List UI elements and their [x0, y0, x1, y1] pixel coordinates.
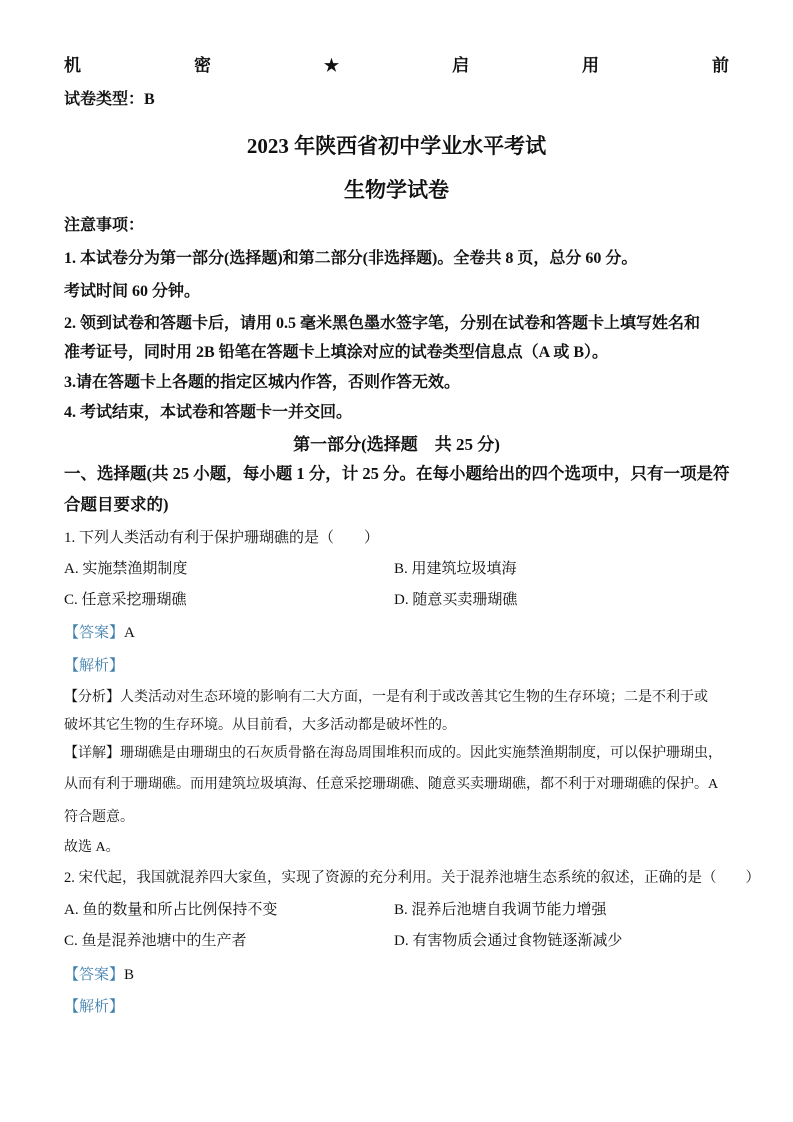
question-1-xiangjie-line2: 从而有利于珊瑚礁。而用建筑垃圾填海、任意采挖珊瑚礁、随意买卖珊瑚礁，都不利于对珊瑚礁的保护。A [64, 777, 719, 792]
question-2-option-b: B. 混养后池塘自我调节能力增强 [394, 902, 607, 918]
notice-item-2-continued: 准考证号，同时用 2B 铅笔在答题卡上填涂对应的试卷类型信息点（A 或 B）。 [64, 344, 609, 361]
question-1-answer-value: A [124, 625, 135, 641]
notice-item-2: 2. 领到试卷和答题卡后，请用 0.5 毫米黑色墨水签字笔，分别在试卷和答题卡上填写姓名和 [64, 315, 701, 332]
question-1-option-b: B. 用建筑垃圾填海 [394, 561, 517, 577]
question-2-stem: 2. 宋代起，我国就混养四大家鱼，实现了资源的充分利用。关于混养池塘生态系统的叙述，正确的是（ ） [64, 870, 760, 886]
question-1-stem: 1. 下列人类活动有利于保护珊瑚礁的是（ ） [64, 530, 380, 546]
notice-item-1: 1. 本试卷分为第一部分(选择题)和第二部分(非选择题)。全卷共 8 页，总分 60 分。 [64, 250, 638, 267]
question-2-options-row-1 [64, 901, 729, 920]
paper-type-label: 试卷类型：B [64, 91, 155, 108]
security-char: 启 [452, 56, 470, 75]
question-1-options-row-1 [64, 560, 729, 579]
notice-heading: 注意事项： [64, 217, 145, 234]
security-char: 密 [193, 56, 211, 75]
section1-heading-line1: 一、选择题(共 25 小题，每小题 1 分，计 25 分。在每小题给出的四个选项中，只有一项是符 [64, 464, 730, 483]
security-char: 机 [64, 56, 81, 75]
notice-item-3: 3.请在答题卡上各题的指定区城内作答，否则作答无效。 [64, 374, 461, 391]
question-1-option-c: C. 任意采挖珊瑚礁 [64, 592, 187, 608]
part1-heading: 第一部分(选择题 共 25 分) [293, 435, 500, 454]
security-char: 前 [711, 56, 729, 75]
question-2-answer-line [64, 966, 729, 985]
question-1-answer-line [64, 624, 729, 643]
exam-subtitle: 生物学试卷 [344, 178, 449, 202]
star-icon: ★ [323, 56, 340, 75]
question-1-fenxi-line2: 破坏其它生物的生存环境。从目前看，大多活动都是破坏性的。 [64, 718, 456, 733]
exam-title: 2023 年陕西省初中学业水平考试 [246, 134, 547, 158]
question-2-jiexi-label [64, 998, 729, 1017]
question-1-option-a: A. 实施禁渔期制度 [64, 561, 188, 577]
question-1-options-row-2 [64, 591, 729, 610]
security-classification-row [64, 56, 729, 76]
question-1-jiexi-label [64, 657, 729, 676]
question-2-answer-value: B [124, 967, 135, 983]
notice-item-1-continued: 考试时间 60 分钟。 [64, 283, 201, 300]
question-1-xiangjie-line3: 符合题意。 [64, 810, 134, 825]
answer-label: 【答案】 [64, 967, 125, 983]
question-2-option-a: A. 鱼的数量和所占比例保持不变 [64, 902, 278, 918]
question-1-option-d: D. 随意买卖珊瑚礁 [394, 592, 518, 608]
question-1-fenxi-line1: 【分析】人类活动对生态环境的影响有二大方面，一是有利于或改善其它生物的生存环境；二是不利于或 [64, 690, 708, 705]
security-char: 用 [582, 56, 599, 75]
jiexi-label: 【解析】 [64, 999, 125, 1015]
answer-label: 【答案】 [64, 625, 125, 641]
question-1-xiangjie-line1: 【详解】珊瑚礁是由珊瑚虫的石灰质骨骼在海岛周围堆积而成的。因此实施禁渔期制度，可以保护珊瑚虫， [64, 746, 722, 761]
question-2-option-d: D. 有害物质会通过食物链逐渐减少 [394, 933, 623, 949]
question-2-option-c: C. 鱼是混养池塘中的生产者 [64, 933, 247, 949]
question-2-options-row-2 [64, 932, 729, 951]
jiexi-label: 【解析】 [64, 658, 125, 674]
notice-item-4: 4. 考试结束，本试卷和答题卡一并交回。 [64, 404, 353, 421]
question-1-conclusion: 故选 A。 [64, 840, 120, 855]
section1-heading-line2: 合题目要求的) [64, 495, 169, 514]
